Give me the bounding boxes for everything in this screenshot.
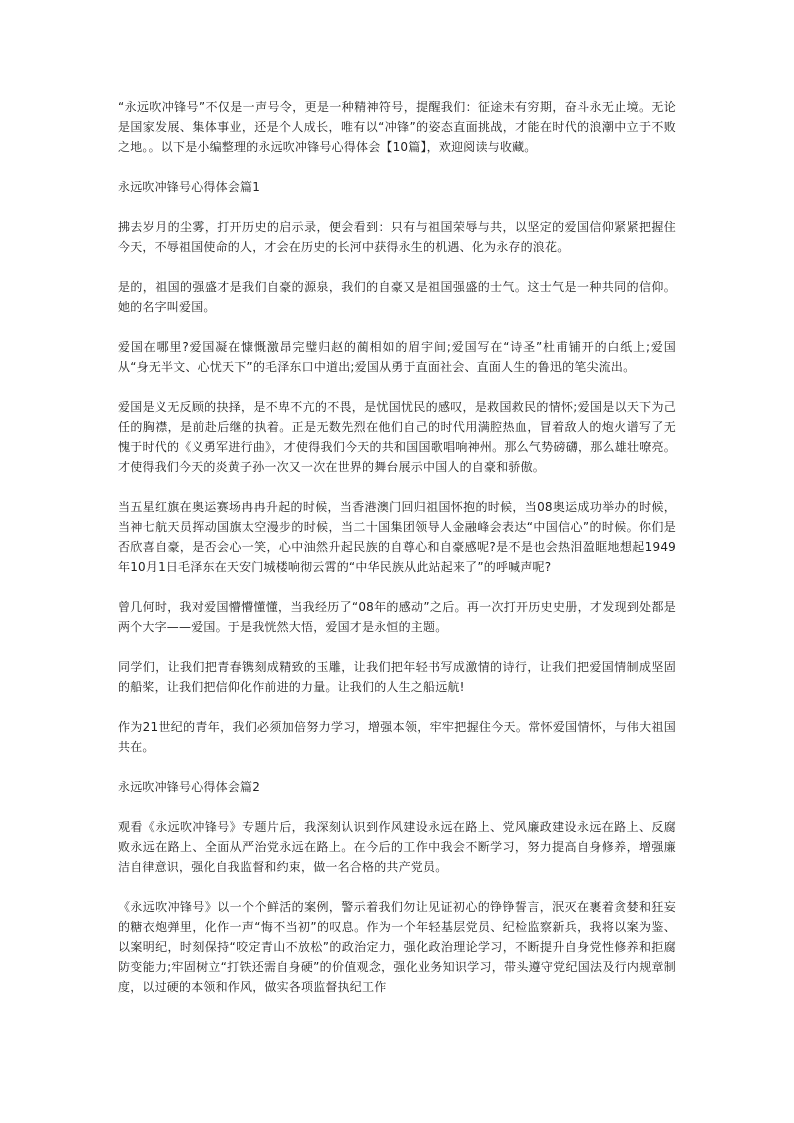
section-2-heading: 永远吹冲锋号心得体会篇2 bbox=[118, 780, 261, 794]
section-1-paragraph: 是的，祖国的强盛才是我们自豪的源泉，我们的自豪又是祖国强盛的士气。这士气是一种共同的信仰。她的名字叫爱国。 bbox=[118, 280, 676, 314]
section-1-paragraph: 爱国在哪里?爱国凝在慷慨激昂完璧归赵的蔺相如的眉宇间;爱国写在“诗圣”杜甫铺开的白纸上;爱国从“身无半文、心忧天下”的毛泽东口中道出;爱国从勇于直面社会、直面人生的鲁迅的笔尖流出。 bbox=[118, 340, 676, 374]
section-1-paragraph: 拂去岁月的尘雾，打开历史的启示录，便会看到：只有与祖国荣辱与共，以坚定的爱国信仰紧紧把握住今天，不辱祖国使命的人，才会在历史的长河中获得永生的机遇、化为永存的浪花。 bbox=[118, 220, 676, 254]
section-1-paragraph: 爱国是义无反顾的抉择，是不卑不亢的不畏，是忧国忧民的感叹，是救国救民的情怀;爱国是以天下为己任的胸襟，是前赴后继的执着。正是无数先烈在他们自己的时代用满腔热血，冒着敌人的炮火谱写了无愧于时代的《义勇军进行曲》，才使得我们今天的共和国国歌唱响神州。那么气势磅礴，那么雄壮嘹亮。才使得我们今天的炎黄子孙一次又一次在世界的舞台展示中国人的自豪和骄傲。 bbox=[118, 400, 676, 474]
section-2-paragraph: 观看《永远吹冲锋号》专题片后，我深刻认识到作风建设永远在路上、党风廉政建设永远在路上、反腐败永远在路上、全面从严治党永远在路上。在今后的工作中我会不断学习，努力提高自身修养，增强廉洁自律意识，强化自我监督和约束，做一名合格的共产党员。 bbox=[118, 820, 676, 874]
section-1-paragraph: 当五星红旗在奥运赛场冉冉升起的时候，当香港澳门回归祖国怀抱的时候，当08奥运成功举办的时候，当神七航天员挥动国旗太空漫步的时候，当二十国集团领导人金融峰会表达“中国信心”的时候。你们是否欣喜自豪，是否会心一笑，心中油然升起民族的自尊心和自豪感呢?是不是也会热泪盈眶地想起1949年10月1日毛泽东在天安门城楼响彻云霄的“中华民族从此站起来了”的呼喊声呢? bbox=[118, 500, 676, 574]
section-1-paragraph: 曾几何时，我对爱国懵懵懂懂，当我经历了“08年的感动”之后。再一次打开历史史册，才发现到处都是两个大字——爱国。于是我恍然大悟，爱国才是永恒的主题。 bbox=[118, 600, 676, 634]
section-1-paragraph: 作为21世纪的青年，我们必须加倍努力学习，增强本领，牢牢把握住今天。常怀爱国情怀，与伟大祖国共在。 bbox=[118, 720, 676, 754]
section-1-heading: 永远吹冲锋号心得体会篇1 bbox=[118, 180, 261, 194]
section-2-paragraph: 《永远吹冲锋号》以一个个鲜活的案例，警示着我们勿让见证初心的铮铮誓言，泯灭在裹着贪婪和狂妄的糖衣炮弹里，化作一声“悔不当初”的叹息。作为一个年轻基层党员、纪检监察新兵，我将以案为鉴、以案明纪，时刻保持“咬定青山不放松”的政治定力，强化政治理论学习，不断提升自身党性修养和拒腐防变能力;牢固树立“打铁还需自身硬”的价值观念，强化业务知识学习，带头遵守党纪国法及行内规章制度，以过硬的本领和作风，做实各项监督执纪工作 bbox=[118, 900, 676, 994]
document-page bbox=[118, 97, 676, 1017]
intro-paragraph: “永远吹冲锋号”不仅是一声号令，更是一种精神符号，提醒我们：征途未有穷期，奋斗永无止境。无论是国家发展、集体事业，还是个人成长，唯有以“冲锋”的姿态直面挑战，才能在时代的浪潮中立于不败之地。。以下是小编整理的永远吹冲锋号心得体会【10篇】，欢迎阅读与收藏。 bbox=[118, 100, 676, 154]
section-1-paragraph: 同学们，让我们把青春镌刻成精致的玉雕，让我们把年轻书写成激情的诗行，让我们把爱国情制成坚固的船桨，让我们把信仰化作前进的力量。让我们的人生之船远航! bbox=[118, 660, 676, 694]
